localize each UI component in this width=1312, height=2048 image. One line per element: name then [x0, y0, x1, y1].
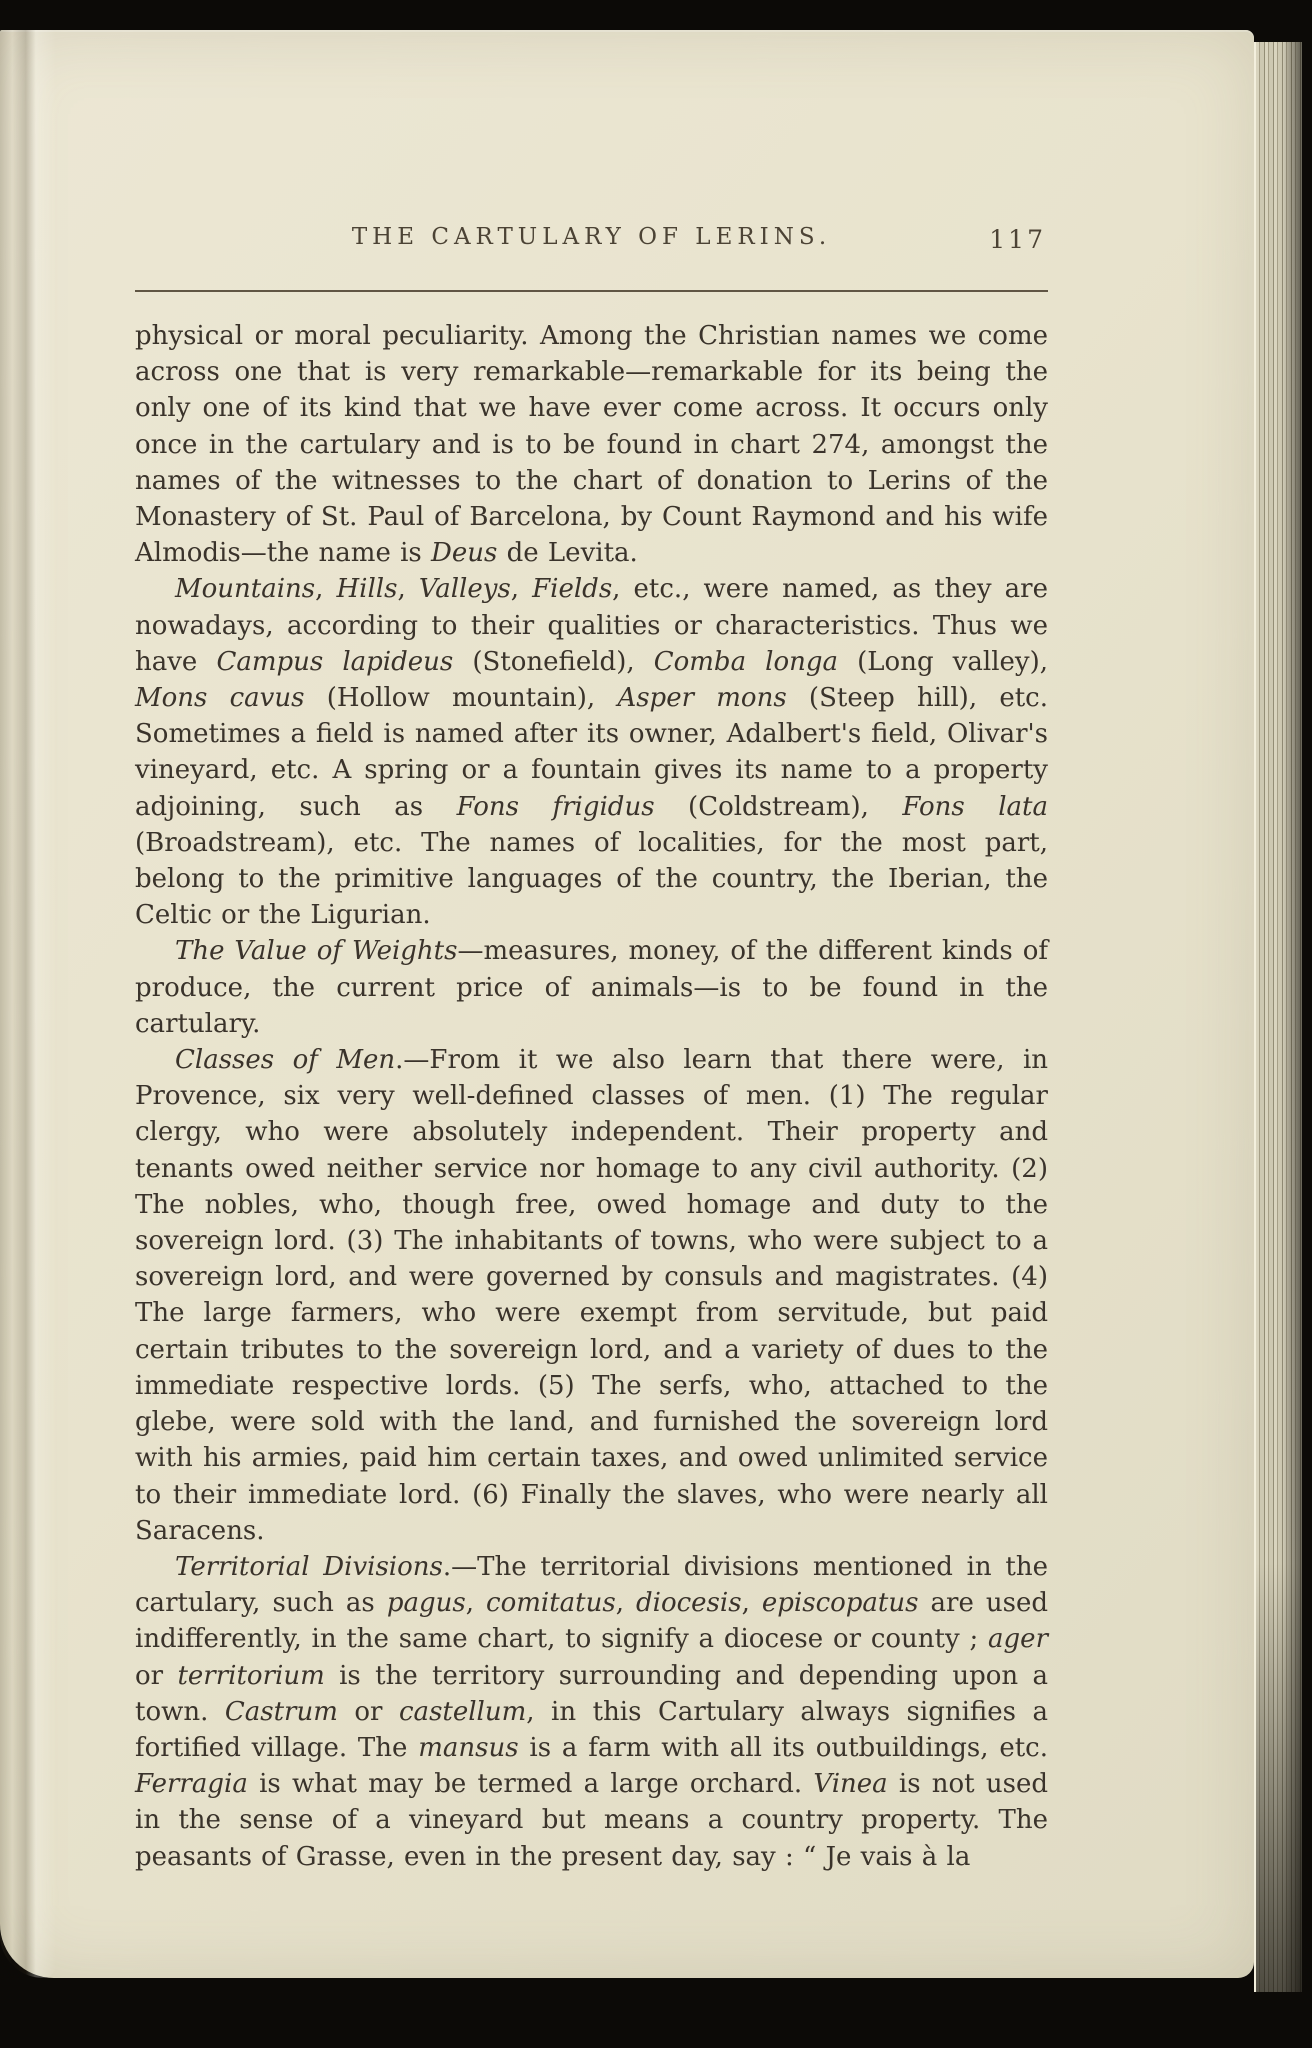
body-paragraph: physical or moral peculiarity. Among the Christian names we come across one that is very remarkable—remarkable for its being the only one of its kind that we have ever come across. It occurs only once in the cartulary and is to be found in chart 274, amongst the names of the witnesses to the chart of donation to Lerins of the Monastery of St. Paul of Barcelona, by Count Raymond and his wife Almodis—the name is Deus de Levita.	[135, 321, 1048, 569]
running-head-title: THE CARTULARY OF LERINS.	[351, 224, 832, 250]
header-rule	[135, 290, 1048, 292]
body-paragraph: Territorial Divisions.—The territorial divisions mentioned in the cartulary, such as pagus, comitatus, diocesis, episcopatus are used indifferently, in the same chart, to signify a diocese or county ; ager or territorium is the territory surrounding and depending upon a town. Castrum or castellum, in this Cartulary always signifies a fortified village. The mansus is a farm with all its outbuildings, etc. Ferragia is what may be termed a large orchard. Vinea is not used in the sense of a vineyard but means a country property. The peasants of Grasse, even in the present day, say : “ Je vais à la	[135, 1551, 1048, 1872]
body-paragraph: Mountains, Hills, Valleys, Fields, etc., were named, as they are nowadays, according to their qualities or characteristics. Thus we have Campus lapideus (Stonefield), Comba longa (Long valley), Mons cavus (Hollow mountain), Asper mons (Steep hill), etc. Sometimes a field is named after its owner, Adalbert's field, Olivar's vineyard, etc. A spring or a fountain gives its name to a property adjoining, such as Fons frigidus (Coldstream), Fons lata (Broadstream), etc. The names of localities, for the most part, belong to the primitive languages of the country, the Iberian, the Celtic or the Ligurian.	[135, 574, 1048, 931]
page-edge-stack	[1254, 42, 1302, 1992]
binding-gutter-crease	[0, 30, 56, 1978]
running-head	[135, 224, 1048, 264]
body-paragraph: Classes of Men.—From it we also learn that there were, in Provence, six very well-defined classes of men. (1) The regular clergy, who were absolutely independent. Their property and tenants owed neither service nor homage to any civil authority. (2) The nobles, who, though free, owed homage and duty to the sovereign lord. (3) The inhabitants of towns, who were subject to a sovereign lord, and were governed by consuls and magistrates. (4) The large farmers, who were exempt from servitude, but paid certain tributes to the sovereign lord, and a variety of dues to the immediate respective lords. (5) The serfs, who, attached to the glebe, were sold with the land, and furnished the sovereign lord with his armies, paid him certain taxes, and owed unlimited service to their immediate lord. (6) Finally the slaves, who were nearly all Saracens.	[135, 1045, 1049, 1546]
body-paragraph: The Value of Weights—measures, money, of the different kinds of produce, the current price of animals—is to be found in the cartulary.	[135, 936, 1048, 1039]
body-text-column	[135, 318, 1048, 1875]
book-page	[0, 30, 1254, 1978]
page-number: 117	[989, 225, 1046, 254]
